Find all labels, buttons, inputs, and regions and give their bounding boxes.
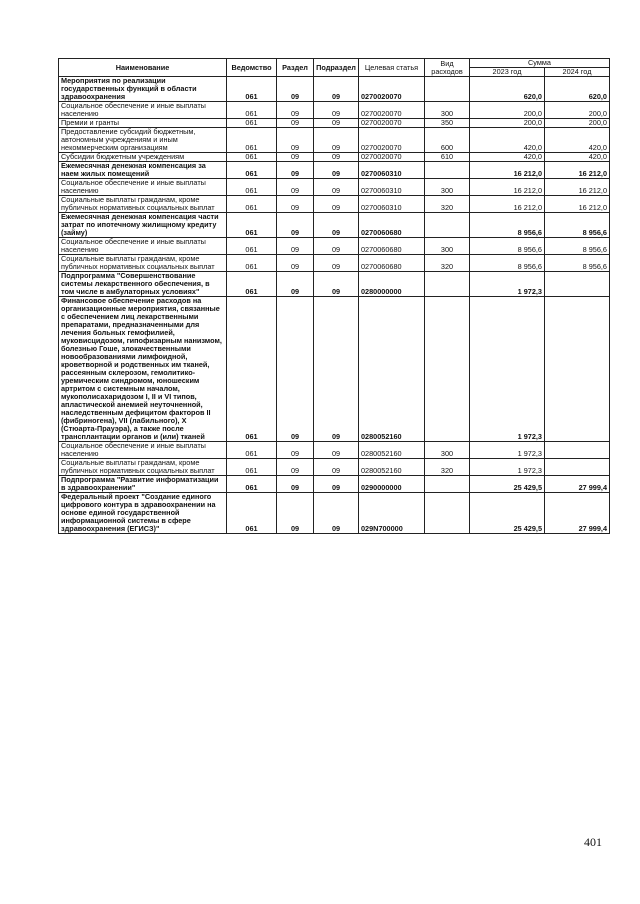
cell-dept: 061 bbox=[227, 255, 277, 272]
cell-name: Финансовое обеспечение расходов на организационные мероприятия, связанные с обеспечением лиц лекарственными препаратами, предназначенными для лечения больных гемофилией, муковисцидозом, гипофизарным нанизмом, болезнью Гоше, злокачественными новообразованиями лимфоидной, кроветворной и родственных им тканей, рассеянным склерозом, гемолитико-уремическим синдромом, юношеским артритом с системным началом, мукополисахаридозом I, II и VI типов, апластической анемией неуточненной, наследственным дефицитом факторов II (фибриногена), VII (лабильного), X (Стюарта-Прауэра), а также после трансплантации органов и (или) тканей bbox=[59, 297, 227, 442]
header-subsection: Подраздел bbox=[314, 59, 359, 77]
cell-target: 0270060310 bbox=[359, 196, 425, 213]
cell-section: 09 bbox=[277, 476, 314, 493]
cell-name: Социальное обеспечение и иные выплаты населению bbox=[59, 179, 227, 196]
cell-2024: 200,0 bbox=[545, 102, 610, 119]
cell-2023: 25 429,5 bbox=[470, 493, 545, 534]
cell-target: 0290000000 bbox=[359, 476, 425, 493]
table-row bbox=[59, 238, 610, 255]
cell-2024: 200,0 bbox=[545, 119, 610, 128]
cell-2023: 620,0 bbox=[470, 77, 545, 102]
cell-name: Премии и гранты bbox=[59, 119, 227, 128]
cell-dept: 061 bbox=[227, 459, 277, 476]
cell-dept: 061 bbox=[227, 196, 277, 213]
cell-subsection: 09 bbox=[314, 238, 359, 255]
cell-subsection: 09 bbox=[314, 442, 359, 459]
cell-2024 bbox=[545, 459, 610, 476]
cell-exptype: 300 bbox=[425, 442, 470, 459]
cell-subsection: 09 bbox=[314, 102, 359, 119]
cell-target: 0270060680 bbox=[359, 238, 425, 255]
cell-name: Подпрограмма "Развитие информатизации в здравоохранении" bbox=[59, 476, 227, 493]
cell-target: 0280052160 bbox=[359, 442, 425, 459]
header-dept: Ведомство bbox=[227, 59, 277, 77]
cell-subsection: 09 bbox=[314, 459, 359, 476]
cell-subsection: 09 bbox=[314, 493, 359, 534]
header-2023: 2023 год bbox=[470, 68, 545, 77]
table-row bbox=[59, 297, 610, 442]
cell-section: 09 bbox=[277, 119, 314, 128]
cell-exptype: 300 bbox=[425, 179, 470, 196]
header-2024: 2024 год bbox=[545, 68, 610, 77]
cell-name: Подпрограмма "Совершенствование системы лекарственного обеспечения, в том числе в амбулаторных условиях" bbox=[59, 272, 227, 297]
cell-name: Социальные выплаты гражданам, кроме публичных нормативных социальных выплат bbox=[59, 459, 227, 476]
cell-exptype bbox=[425, 297, 470, 442]
cell-section: 09 bbox=[277, 297, 314, 442]
cell-exptype: 600 bbox=[425, 128, 470, 153]
cell-2024: 8 956,6 bbox=[545, 255, 610, 272]
cell-2024 bbox=[545, 272, 610, 297]
cell-name: Социальные выплаты гражданам, кроме публичных нормативных социальных выплат bbox=[59, 255, 227, 272]
header-target: Целевая статья bbox=[359, 59, 425, 77]
cell-2023: 420,0 bbox=[470, 153, 545, 162]
table-row bbox=[59, 153, 610, 162]
cell-dept: 061 bbox=[227, 272, 277, 297]
cell-section: 09 bbox=[277, 255, 314, 272]
cell-target: 0270060310 bbox=[359, 162, 425, 179]
cell-dept: 061 bbox=[227, 238, 277, 255]
cell-name: Ежемесячная денежная компенсация за наем жилых помещений bbox=[59, 162, 227, 179]
cell-target: 0270020070 bbox=[359, 119, 425, 128]
cell-2024: 420,0 bbox=[545, 153, 610, 162]
cell-name: Предоставление субсидий бюджетным, автономным учреждениям и иным некоммерческим организациям bbox=[59, 128, 227, 153]
cell-dept: 061 bbox=[227, 179, 277, 196]
cell-subsection: 09 bbox=[314, 162, 359, 179]
budget-table bbox=[58, 58, 610, 534]
cell-2023: 1 972,3 bbox=[470, 442, 545, 459]
cell-2024: 27 999,4 bbox=[545, 493, 610, 534]
cell-target: 0270020070 bbox=[359, 77, 425, 102]
cell-2024: 620,0 bbox=[545, 77, 610, 102]
cell-dept: 061 bbox=[227, 162, 277, 179]
cell-2023: 8 956,6 bbox=[470, 213, 545, 238]
budget-table-container bbox=[58, 58, 609, 534]
table-row bbox=[59, 442, 610, 459]
cell-section: 09 bbox=[277, 162, 314, 179]
table-row bbox=[59, 459, 610, 476]
cell-2023: 1 972,3 bbox=[470, 297, 545, 442]
cell-section: 09 bbox=[277, 128, 314, 153]
cell-dept: 061 bbox=[227, 102, 277, 119]
table-row bbox=[59, 102, 610, 119]
cell-target: 029N700000 bbox=[359, 493, 425, 534]
table-row bbox=[59, 119, 610, 128]
cell-2023: 420,0 bbox=[470, 128, 545, 153]
cell-exptype: 300 bbox=[425, 238, 470, 255]
cell-2023: 16 212,0 bbox=[470, 179, 545, 196]
cell-2023: 16 212,0 bbox=[470, 162, 545, 179]
cell-2023: 1 972,3 bbox=[470, 459, 545, 476]
cell-section: 09 bbox=[277, 213, 314, 238]
cell-2024: 16 212,0 bbox=[545, 162, 610, 179]
cell-subsection: 09 bbox=[314, 153, 359, 162]
cell-target: 0280052160 bbox=[359, 459, 425, 476]
cell-section: 09 bbox=[277, 102, 314, 119]
cell-section: 09 bbox=[277, 77, 314, 102]
table-row bbox=[59, 476, 610, 493]
cell-dept: 061 bbox=[227, 442, 277, 459]
cell-subsection: 09 bbox=[314, 196, 359, 213]
cell-name: Социальное обеспечение и иные выплаты населению bbox=[59, 442, 227, 459]
cell-exptype bbox=[425, 77, 470, 102]
table-row bbox=[59, 128, 610, 153]
cell-target: 0270020070 bbox=[359, 128, 425, 153]
table-row bbox=[59, 179, 610, 196]
cell-dept: 061 bbox=[227, 297, 277, 442]
page-number: 401 bbox=[584, 835, 602, 849]
cell-name: Социальные выплаты гражданам, кроме публичных нормативных социальных выплат bbox=[59, 196, 227, 213]
cell-exptype: 610 bbox=[425, 153, 470, 162]
cell-section: 09 bbox=[277, 272, 314, 297]
cell-section: 09 bbox=[277, 459, 314, 476]
cell-2024 bbox=[545, 442, 610, 459]
cell-dept: 061 bbox=[227, 119, 277, 128]
cell-2024: 8 956,6 bbox=[545, 238, 610, 255]
header-section: Раздел bbox=[277, 59, 314, 77]
cell-name: Социальное обеспечение и иные выплаты населению bbox=[59, 238, 227, 255]
cell-subsection: 09 bbox=[314, 77, 359, 102]
cell-target: 0280000000 bbox=[359, 272, 425, 297]
cell-dept: 061 bbox=[227, 153, 277, 162]
cell-exptype: 350 bbox=[425, 119, 470, 128]
cell-exptype bbox=[425, 272, 470, 297]
cell-dept: 061 bbox=[227, 213, 277, 238]
cell-section: 09 bbox=[277, 493, 314, 534]
cell-exptype bbox=[425, 162, 470, 179]
cell-exptype: 300 bbox=[425, 102, 470, 119]
cell-section: 09 bbox=[277, 238, 314, 255]
cell-2023: 200,0 bbox=[470, 102, 545, 119]
table-row bbox=[59, 77, 610, 102]
cell-exptype: 320 bbox=[425, 196, 470, 213]
table-row bbox=[59, 272, 610, 297]
table-body bbox=[59, 77, 610, 534]
cell-2024: 16 212,0 bbox=[545, 179, 610, 196]
cell-exptype: 320 bbox=[425, 459, 470, 476]
cell-2024: 16 212,0 bbox=[545, 196, 610, 213]
cell-2023: 16 212,0 bbox=[470, 196, 545, 213]
cell-exptype: 320 bbox=[425, 255, 470, 272]
cell-2023: 8 956,6 bbox=[470, 255, 545, 272]
table-row bbox=[59, 196, 610, 213]
table-row bbox=[59, 162, 610, 179]
cell-2023: 8 956,6 bbox=[470, 238, 545, 255]
cell-target: 0270060310 bbox=[359, 179, 425, 196]
cell-exptype bbox=[425, 493, 470, 534]
cell-name: Федеральный проект "Создание единого цифрового контура в здравоохранении на основе единой государственной информационной системы в сфере здравоохранения (ЕГИСЗ)" bbox=[59, 493, 227, 534]
cell-exptype bbox=[425, 213, 470, 238]
cell-target: 0270020070 bbox=[359, 102, 425, 119]
cell-subsection: 09 bbox=[314, 213, 359, 238]
cell-target: 0270060680 bbox=[359, 213, 425, 238]
cell-2023: 25 429,5 bbox=[470, 476, 545, 493]
cell-2024: 27 999,4 bbox=[545, 476, 610, 493]
cell-section: 09 bbox=[277, 442, 314, 459]
header-exptype: Вид расходов bbox=[425, 59, 470, 77]
cell-subsection: 09 bbox=[314, 179, 359, 196]
cell-section: 09 bbox=[277, 196, 314, 213]
cell-2023: 1 972,3 bbox=[470, 272, 545, 297]
cell-subsection: 09 bbox=[314, 119, 359, 128]
cell-dept: 061 bbox=[227, 128, 277, 153]
cell-2024: 420,0 bbox=[545, 128, 610, 153]
cell-2024: 8 956,6 bbox=[545, 213, 610, 238]
cell-subsection: 09 bbox=[314, 272, 359, 297]
cell-section: 09 bbox=[277, 179, 314, 196]
cell-name: Социальное обеспечение и иные выплаты населению bbox=[59, 102, 227, 119]
cell-subsection: 09 bbox=[314, 297, 359, 442]
cell-name: Субсидии бюджетным учреждениям bbox=[59, 153, 227, 162]
table-row bbox=[59, 255, 610, 272]
cell-dept: 061 bbox=[227, 77, 277, 102]
cell-dept: 061 bbox=[227, 476, 277, 493]
table-row bbox=[59, 493, 610, 534]
cell-name: Мероприятия по реализации государственных функций в области здравоохранения bbox=[59, 77, 227, 102]
cell-section: 09 bbox=[277, 153, 314, 162]
cell-target: 0270060680 bbox=[359, 255, 425, 272]
table-row bbox=[59, 213, 610, 238]
cell-dept: 061 bbox=[227, 493, 277, 534]
cell-2023: 200,0 bbox=[470, 119, 545, 128]
cell-subsection: 09 bbox=[314, 128, 359, 153]
cell-exptype bbox=[425, 476, 470, 493]
cell-subsection: 09 bbox=[314, 476, 359, 493]
header-name: Наименование bbox=[59, 59, 227, 77]
cell-2024 bbox=[545, 297, 610, 442]
cell-target: 0280052160 bbox=[359, 297, 425, 442]
cell-name: Ежемесячная денежная компенсация части затрат по ипотечному жилищному кредиту (займу) bbox=[59, 213, 227, 238]
header-sum: Сумма bbox=[470, 59, 610, 68]
cell-target: 0270020070 bbox=[359, 153, 425, 162]
cell-subsection: 09 bbox=[314, 255, 359, 272]
